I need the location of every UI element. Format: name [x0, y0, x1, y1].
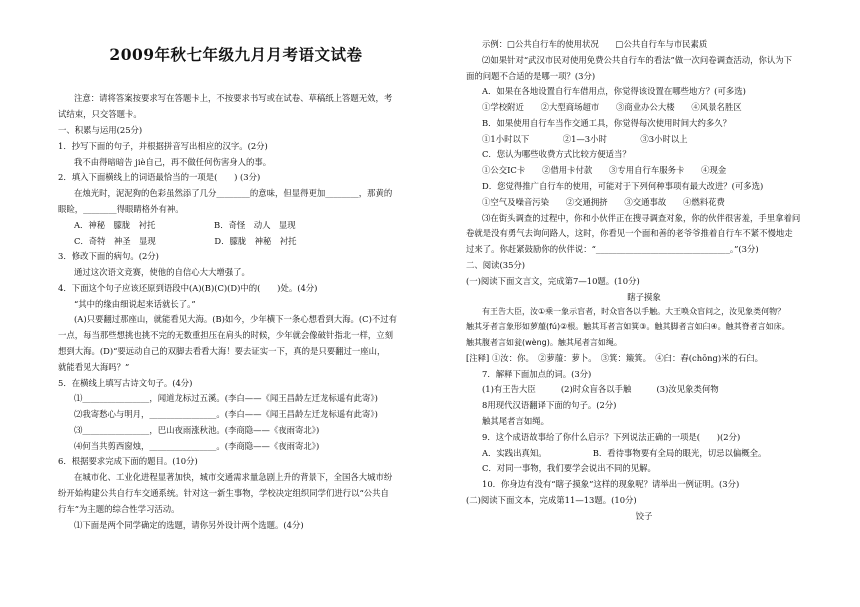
left-text-line: 2．填入下面横线上的词语最恰当的一项是( ) (3分): [58, 172, 261, 183]
right-text-line: (一)阅读下面文言文，完成第7—10题。(10分): [466, 275, 640, 286]
right-text-line: ①公交IC卡 ②借用卡付款 ③专用自行车服务卡 ④现金: [482, 165, 727, 176]
left-text-line: ⑷何当共剪西窗烛，________________。(李商隐——《夜雨寄北》): [74, 440, 320, 451]
right-text-line: 10．你身边有没有“瞎子摸象”这样的现象呢？请举出一例证明。(3分): [482, 479, 740, 490]
left-text-line: 我不由得暗暗告 jiè自己，再不做任何伤害身人的事。: [74, 156, 272, 167]
left-text-line: 通过这次语文竞赛，使他的自信心大大增强了。: [74, 267, 250, 278]
left-text-line: 一、积累与运用(25分): [58, 125, 143, 136]
left-text-line: A．神秘 朦胧 衬托 B．奇怪 动人 显现: [74, 219, 296, 230]
right-text-line: 示例：□公共自行车的使用状况 □公共自行车与市民素质: [482, 39, 708, 49]
right-column: [466, 38, 822, 525]
left-text-line: 试结束，只交答题卡。: [58, 109, 142, 120]
left-text-line: 1．抄写下面的句子，并根据拼音写出相应的汉字。(2分): [58, 140, 268, 151]
left-text-line: 行车”为主题的综合性学习活动。: [58, 503, 180, 514]
right-text-line: 触其腹者言如瓮(wèng)。触其尾者言如绳。: [466, 337, 622, 347]
left-column: [58, 0, 414, 534]
left-text-line: 一点，每当那些想挑也挑不完的无数重担压在肩头的时候，少年就会像破针指北一样，立刻: [58, 330, 393, 341]
left-text-line: ⑴________________，闻道龙标过五溪。(李白——《闻王昌龄左迁龙标遥有此寄》): [74, 393, 378, 404]
right-text-line: 有王告大臣，汝①乘一象示盲者，时众盲各以手触。大王唤众盲问之，汝见象类何物？: [482, 307, 786, 317]
right-text-line: C．对同一事物，我们要学会说出不同的见解。: [482, 463, 656, 474]
left-text-line: 就能看见大海吗？”: [58, 361, 130, 372]
left-text-line: C．奇特 神圣 显现 D．朦胧 神秘 衬托: [74, 235, 297, 246]
left-text-line: 6．根据要求完成下面的题目。(10分): [58, 456, 198, 467]
right-text-line: ⑵如果针对“武汉市民对使用免费公共自行车的看法”做一次问卷调查活动，你认为下: [482, 54, 793, 65]
left-text-line: “其中的缘由细说起来话就长了。”: [74, 298, 196, 309]
right-text-line: ①学校附近 ②大型商场超市 ③商业办公大楼 ④风景名胜区: [482, 102, 742, 113]
right-text-line: (1)有王告大臣 (2)时众盲各以手触 (3)汝见象类何物: [482, 384, 719, 395]
right-text-line: 触其牙者言象形如萝菔(fú)②根。触其耳者言如箕③。触其脚者言如臼④。触其脊者言如床。: [466, 322, 790, 332]
right-text-line: 瞎子摸象: [627, 291, 661, 302]
right-text-line: 卷就是没有勇气去询问路人，这时，你看见一个面和善的老爷爷推着自行车不紧不慢地走: [466, 228, 793, 239]
left-text-line: (A)只要翻过那座山，就能看见大海。(B)如今，少年横下一条心想看到大海。(C)不过有: [74, 314, 397, 325]
left-text-line: ⑶________________，巴山夜雨涨秋池。(李商隐——《夜雨寄北》): [74, 424, 320, 435]
right-text-line: 面的问题不合适的是哪一项？(3分): [466, 70, 596, 81]
right-text-line: 7．解释下面加点的词。(3分): [482, 368, 592, 379]
left-text-line: ⑴下面是两个同学确定的选题，请你另外设计两个选题。(4分): [74, 519, 304, 530]
right-text-line: [注释] ①汝：你。 ②萝菔：萝卜。 ③箕：簸箕。 ④臼：舂(chōng)米的石臼。: [466, 352, 764, 363]
right-column-text: [466, 38, 822, 522]
left-text-line: 注意：请将答案按要求写在答题卡上，不按要求书写或在试卷、草稿纸上答题无效，考: [74, 93, 393, 104]
left-text-line: 纷开始构建公共自行车交通系统。针对这一新生事物，学校决定组织同学们进行以“公共自: [58, 488, 389, 498]
left-text-line: 4．下面这个句子应该还原到语段中(A)(B)(C)(D)中的( )处。(4分): [58, 282, 318, 293]
left-text-line: 想到大海。(D)“要远动自己的双脚去看看大海！要去证实一下，真的是只要翻过一座山，: [58, 345, 386, 356]
left-column-text: [58, 92, 414, 530]
right-text-line: 饺子: [635, 510, 653, 521]
right-text-line: ⑶在街头调查的过程中，你和小伙伴正在搜寻调查对象，你的伙伴很害羞，手里拿着问: [482, 212, 801, 223]
left-text-line: 在烛光时，泥泥狗的色彩虽然添了几分________的意味，但显得更加________，那黄的: [74, 188, 393, 199]
right-text-line: A．实践出真知。 B．看待事物要有全局的眼光，切忌以偏概全。: [482, 447, 767, 458]
right-text-line: ①空气及噪音污染 ②交通拥挤 ③交通事故 ④燃料花费: [482, 196, 725, 207]
right-text-line: (二)阅读下面文本，完成第11—13题。(10分): [466, 494, 637, 505]
exam-title: 2009年秋七年级九月月考语文试卷: [109, 45, 363, 64]
right-text-line: D．您觉得推广自行车的使用，可能对于下列何种事项有最大改进？(可多选): [482, 181, 764, 192]
left-text-line: ⑵我寄愁心与明月，________________。(李白——《闻王昌龄左迁龙标遥有此寄》): [74, 409, 378, 420]
right-text-line: 触其尾者言如绳。: [482, 415, 549, 426]
left-text-line: 3．修改下面的病句。(2分): [58, 251, 159, 262]
left-text-line: 眼睑，________得眼睛格外有神。: [58, 203, 184, 214]
right-text-line: B．如果使用自行车当作交通工具，你觉得每次使用时间大约多久？: [482, 117, 732, 128]
right-text-line: C．您认为哪些收费方式比较方便适当？: [482, 149, 631, 160]
right-text-line: A．如果在各地设置自行车借用点，你觉得该设置在哪些地方？(可多选): [482, 86, 746, 97]
right-text-line: ①1小时以下 ②1—3小时 ③3小时以上: [482, 133, 688, 144]
right-text-line: 9．这个成语故事给了你什么启示？下列说法正确的一项是( )(2分): [482, 431, 741, 442]
left-text-line: 5．在横线上填写古诗文句子。(4分): [58, 377, 193, 388]
right-text-line: 二、阅读(35分): [466, 259, 526, 270]
left-text-line: 在城市化、工业化进程显著加快，城市交通需求量急剧上升的背景下，全国各大城市纷: [74, 472, 393, 483]
right-text-line: 过来了。你赶紧鼓励你的伙伴说：“________________________________。”(3分): [466, 244, 759, 255]
right-text-line: 8用现代汉语翻译下面的句子。(2分): [482, 400, 617, 411]
